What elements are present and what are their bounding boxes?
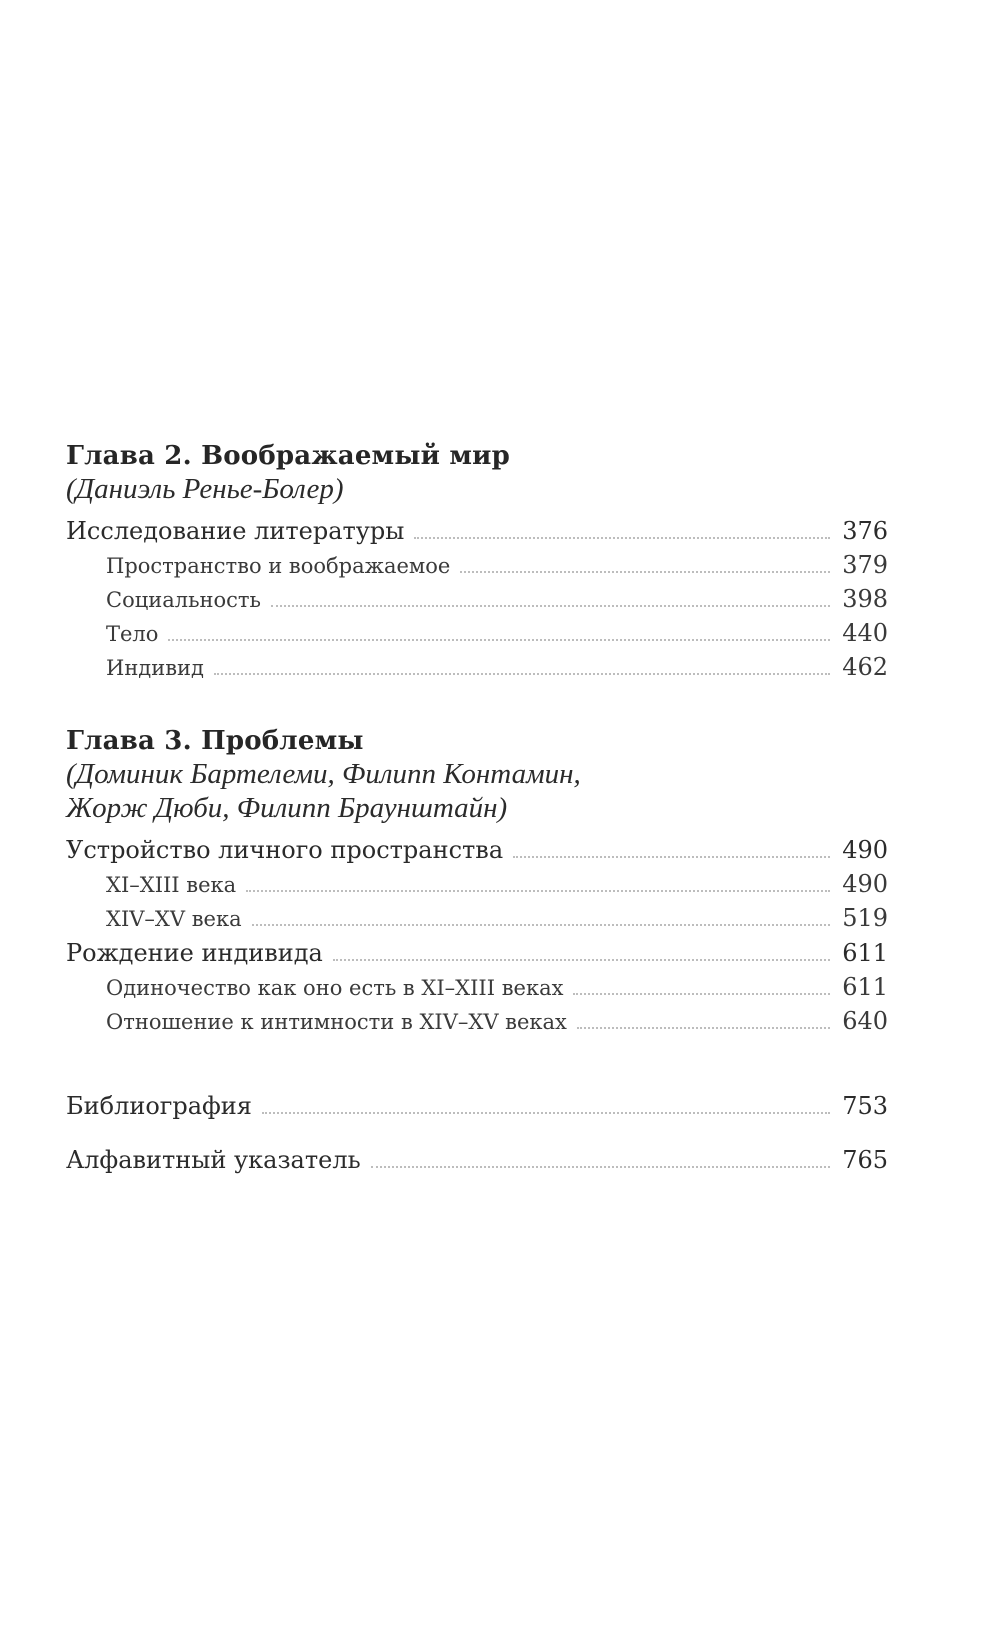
toc-page-number: 398 — [842, 585, 888, 613]
chapter-title: Глава 3. Проблемы — [66, 726, 364, 756]
dot-leader — [252, 923, 830, 926]
toc-entry[interactable] — [66, 833, 888, 868]
toc-entry-index[interactable] — [66, 1133, 888, 1187]
dot-leader — [246, 889, 830, 892]
dot-leader — [271, 604, 830, 607]
toc-page-number: 490 — [842, 870, 888, 898]
toc-entry-label: Алфавитный указатель — [66, 1146, 361, 1174]
toc-subentry-label: Индивид — [106, 656, 204, 680]
toc-subentry[interactable] — [66, 617, 888, 651]
dot-leader — [371, 1165, 830, 1168]
toc-subentry[interactable] — [66, 651, 888, 685]
back-matter — [66, 1079, 888, 1187]
chapter-authors: (Доминик Бартелеми, Филипп Контамин, Жорж Дюби, Филипп Браунштайн) — [66, 758, 581, 824]
dot-leader — [214, 672, 830, 675]
toc-entry-label: Исследование литературы — [66, 517, 405, 545]
toc-entry[interactable] — [66, 936, 888, 971]
toc-page-number: 462 — [842, 653, 888, 681]
chapter-2 — [66, 440, 888, 685]
dot-leader — [414, 536, 830, 539]
toc-subentry[interactable] — [66, 902, 888, 936]
toc-subentry-label: XIV–XV века — [106, 907, 242, 931]
toc-subentry-label: Одиночество как оно есть в XI–XIII веках — [106, 976, 564, 1000]
dot-leader — [460, 570, 830, 573]
table-of-contents — [66, 440, 888, 1187]
toc-subentry[interactable] — [66, 549, 888, 583]
toc-page-number: 519 — [842, 904, 888, 932]
toc-page-number: 440 — [842, 619, 888, 647]
toc-page-number: 753 — [842, 1092, 888, 1120]
toc-page-number: 765 — [842, 1146, 888, 1174]
dot-leader — [262, 1111, 830, 1114]
chapter-authors: (Даниэль Ренье-Болер) — [66, 473, 344, 505]
toc-page-number: 640 — [842, 1007, 888, 1035]
toc-page-number: 490 — [842, 836, 888, 864]
dot-leader — [577, 1026, 830, 1029]
toc-entry-label: Устройство личного пространства — [66, 836, 504, 864]
toc-subentry-label: Тело — [106, 622, 159, 646]
toc-subentry-label: XI–XIII века — [106, 873, 237, 897]
toc-subentry-label: Пространство и воображаемое — [106, 554, 451, 578]
toc-subentry-label: Социальность — [106, 588, 261, 612]
dot-leader — [573, 992, 830, 995]
toc-entry[interactable] — [66, 514, 888, 549]
dot-leader — [333, 958, 830, 961]
toc-page-number: 611 — [842, 939, 888, 967]
toc-page-number: 376 — [842, 517, 888, 545]
dot-leader — [513, 855, 830, 858]
toc-entry-label: Рождение индивида — [66, 939, 323, 967]
toc-subentry[interactable] — [66, 583, 888, 617]
toc-subentry[interactable] — [66, 971, 888, 1005]
toc-entry-bibliography[interactable] — [66, 1079, 888, 1133]
toc-page-number: 379 — [842, 551, 888, 579]
toc-entry-label: Библиография — [66, 1092, 252, 1120]
toc-page-number: 611 — [842, 973, 888, 1001]
chapter-3 — [66, 725, 888, 1039]
toc-subentry-label: Отношение к интимности в XIV–XV веках — [106, 1010, 567, 1034]
dot-leader — [168, 638, 830, 641]
chapter-title: Глава 2. Воображаемый мир — [66, 441, 510, 471]
toc-subentry[interactable] — [66, 1005, 888, 1039]
toc-subentry[interactable] — [66, 868, 888, 902]
